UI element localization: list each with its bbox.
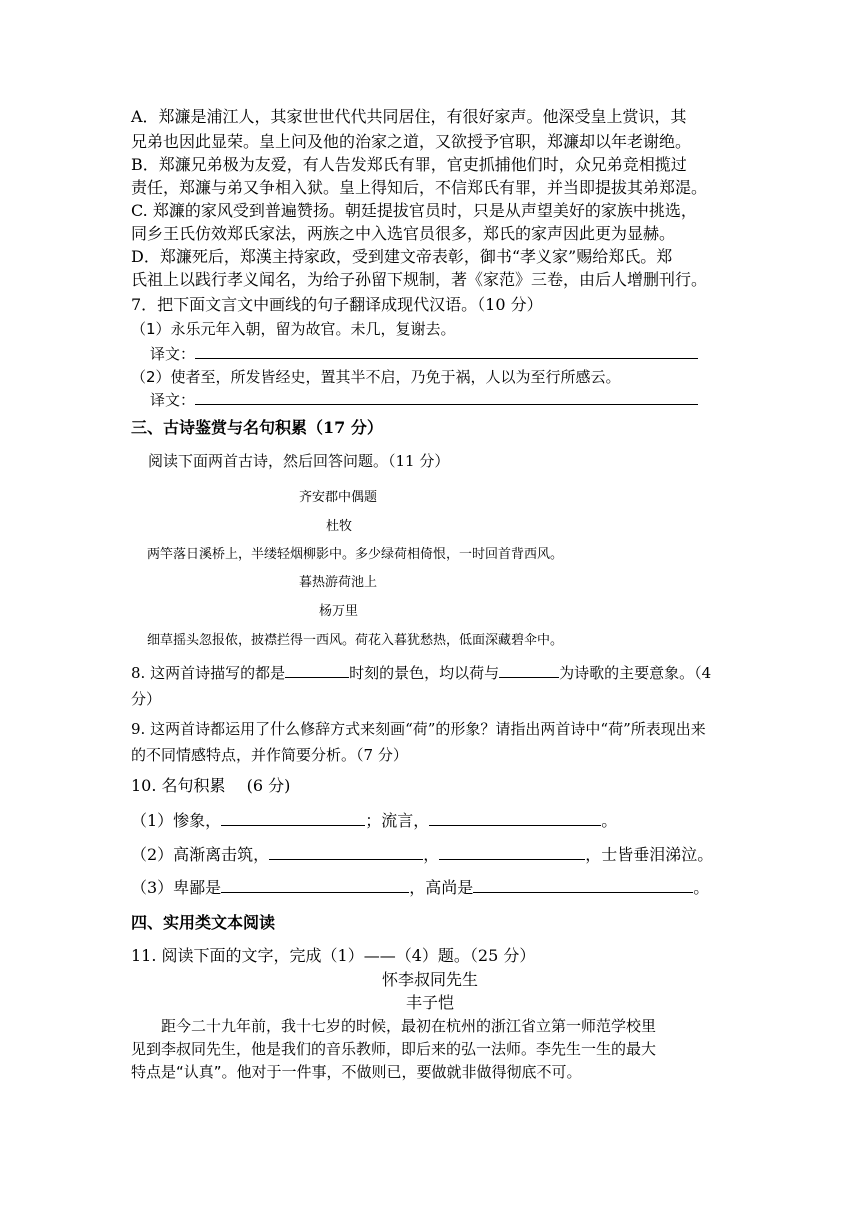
q10-item-2-blank-1[interactable] — [269, 845, 423, 860]
q10-item-1-text-c: 。 — [601, 811, 618, 830]
q9-line-2: 的不同情感特点，并作简要分析。（7 分） — [131, 746, 408, 764]
q7-sentence-1: （1）永乐元年入朝，留为故官。未几，复谢去。 — [131, 320, 456, 338]
q9-line-1: 9. 这两首诗都运用了什么修辞方式来刻画“荷”的形象？请指出两首诗中“荷”所表现出来 — [131, 720, 706, 738]
poem-1-title: 齐安郡中偶题 — [299, 490, 378, 505]
option-a-line-1: A．郑濂是浦江人，其家世世代代共同居住，有很好家声。他深受皇上赏识，其 — [131, 107, 687, 126]
q7-translation-label-1: 译文： — [150, 345, 196, 363]
q7-sentence-2: （2）使者至，所发皆经史，置其半不启，乃免于祸，人以为至行所感云。 — [131, 368, 621, 386]
option-a-line-2: 兄弟也因此显荣。皇上问及他的治家之道，又欲授予官职，郑濂却以年老谢绝。 — [131, 132, 692, 151]
q7-translation-label-2: 译文： — [150, 391, 196, 409]
option-b-line-2: 责任，郑濂与弟又争相入狱。皇上得知后，不信郑氏有罪，并当即提拔其弟郑湜。 — [131, 178, 708, 197]
q10-item-1-blank-2[interactable] — [429, 811, 601, 826]
poem-2-text: 细草摇头忽报侬，披襟拦得一西风。荷花入暮犹愁热，低面深藏碧伞中。 — [147, 633, 564, 648]
option-c-line-2: 同乡王氏仿效郑氏家法，两族之中入选官员很多，郑氏的家声因此更为显赫。 — [131, 224, 676, 243]
q7-answer-blank-1[interactable] — [195, 344, 698, 359]
q10-item-2-text-c: ，士皆垂泪涕泣。 — [585, 845, 714, 864]
option-c-line-1: C. 郑濂的家风受到普遍赞扬。朝廷提拔官员时，只是从声望美好的家族中挑选， — [131, 201, 697, 220]
q10-item-2-blank-2[interactable] — [439, 845, 585, 860]
q8-text-c: 为诗歌的主要意象。（4 — [559, 664, 712, 682]
poem-1-author: 杜牧 — [326, 519, 353, 534]
q10-item-2-text-b: ， — [423, 845, 440, 864]
q10-item-3-blank-2[interactable] — [473, 878, 693, 893]
q8-blank-1[interactable] — [285, 663, 349, 678]
article-paragraph-line-3: 特点是“认真”。他对于一件事，不做则已，要做就非做得彻底不可。 — [131, 1063, 582, 1081]
section-3-intro: 阅读下面两首古诗，然后回答问题。（11 分） — [148, 452, 450, 470]
q10-item-3-blank-1[interactable] — [221, 878, 409, 893]
q10-stem: 10. 名句积累 (6 分) — [131, 776, 291, 795]
q8-blank-2[interactable] — [499, 663, 559, 678]
option-d-line-2: 氏祖上以践行孝义闻名，为给子孙留下规制，著《家范》三卷，由后人增删刊行。 — [131, 270, 708, 289]
q10-item-3-text-b: ，高尚是 — [409, 878, 474, 897]
q10-item-3-text-c: 。 — [693, 878, 710, 897]
q7-translation-2 — [150, 389, 698, 410]
q10-item-3 — [131, 875, 709, 898]
q8-text-b: 时刻的景色，均以荷与 — [349, 664, 500, 682]
poem-2-author: 杨万里 — [319, 604, 359, 619]
q10-item-2-text-a: （2）高渐离击筑， — [131, 845, 270, 864]
article-paragraph-line-2: 见到李叔同先生，他是我们的音乐教师，即后来的弘一法师。李先生一生的最大 — [131, 1040, 657, 1058]
q8-text-a: 8. 这两首诗描写的都是 — [131, 664, 286, 682]
section-4-title: 四、实用类文本阅读 — [131, 913, 276, 932]
option-d-line-1: D．郑濂死后，郑漢主持家政，受到建文帝表彰，御书“孝义家”赐给郑氏。郑 — [131, 247, 673, 266]
article-title: 怀李叔同先生 — [381, 970, 478, 989]
article-author: 丰子恺 — [405, 993, 454, 1012]
q7-stem: 7．把下面文言文中画线的句子翻译成现代汉语。（10 分） — [131, 295, 543, 314]
q10-item-1-text-a: （1）惨象， — [131, 811, 222, 830]
article-paragraph-line-1: 距今二十九年前，我十七岁的时候，最初在杭州的浙江省立第一师范学校里 — [131, 1017, 657, 1035]
poem-1-text: 两竿落日溪桥上，半缕轻烟柳影中。多少绿荷相倚恨，一时回首背西风。 — [147, 547, 564, 562]
q10-item-2 — [131, 842, 713, 865]
q10-item-3-text-a: （3）卑鄙是 — [131, 878, 222, 897]
q11-stem: 11. 阅读下面的文字，完成（1）——（4）题。（25 分） — [131, 946, 536, 965]
q10-item-1 — [131, 808, 617, 831]
q7-translation-1 — [150, 343, 698, 364]
q8-line-1 — [131, 662, 711, 683]
q10-item-1-text-b: ；流言， — [365, 811, 430, 830]
option-b-line-1: B．郑濂兄弟极为友爱，有人告发郑氏有罪，官吏抓捕他们时，众兄弟竞相揽过 — [131, 155, 687, 174]
poem-2-title: 暮热游荷池上 — [299, 575, 378, 590]
q7-answer-blank-2[interactable] — [195, 390, 698, 405]
section-3-title: 三、古诗鉴赏与名句积累（17 分） — [131, 418, 383, 437]
q8-line-2: 分） — [131, 690, 162, 708]
q10-item-1-blank-1[interactable] — [221, 811, 365, 826]
